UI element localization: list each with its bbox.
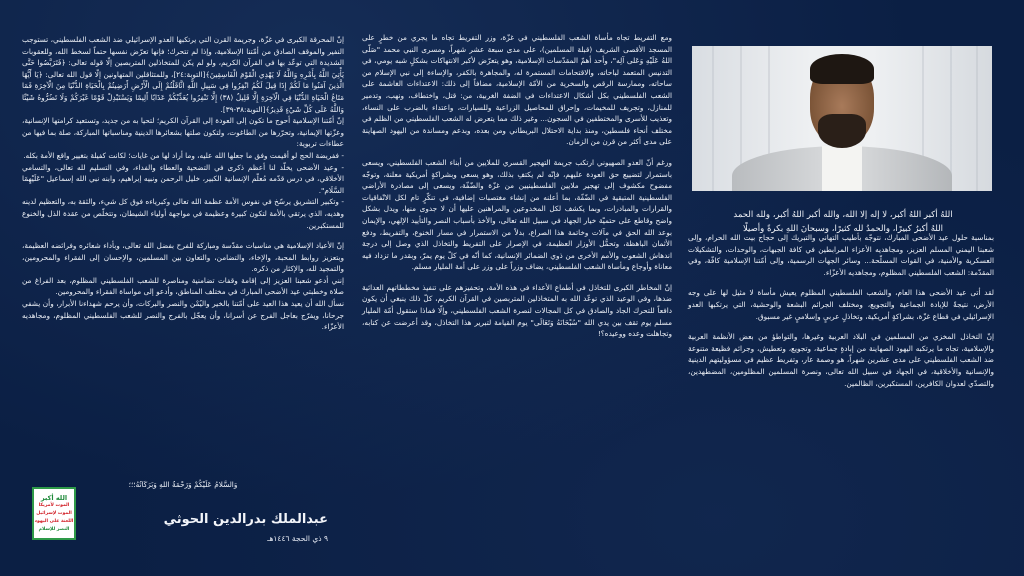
paragraph: ورغم أنّ العدو الصهيوني ارتكب جريمة التهجير القسري للملايين من أبناء الشعب الفلسطيني، ويسعى باستمرار لتضييع حق العودة عليهم، فإنّه لم يكتفِ بذلك، وهو يسعى وبشراكةٍ أمريكية معلنة، وتوجّه مفضوح مكشوف إلى تهجير ملايين الفلسطينيين من غزّة والضّفّة، ويسعى إلى مصادرة الأراضي الفلسطينية المتبقية في الضّفّة، بما أعلنه من إنشاء مغتصبات إضافية، في تنكّرٍ تام لكل الاتّفاقيات والقرارات والمبادرات، وبما يكشف لكل المخدوعين والمراهنين عليها أن لا جدوى منها، ويدل بشكل واضح وقاطع على حتميّة خيار الجهاد في سبيل الله تعالى، والأخذ بأسباب النصر والتأييد الإلهي، والإيمان بوعد الله الحق في مآلات وخاتمة هذا الصراع، بدلاً من الاستمرار في مسار الخنوع، والتفريط، ودفع الأثمان الباهظة، وتحمُّل الأوزار العظيمة، في الإصرار على التفريط والتخاذل الذي وصل إلى درجة اندهاش الشعوب والأمم الأخرى من ذوي الضمائر الإنسانية، كما أنّه في كلّ يوم يمرّ، وبقدر ما تزداد فيه معاناة وأوجاع ومأساة الشعب الفلسطيني، يضاف وزراً على وزر على أمة المليار مسلم. [362, 157, 672, 272]
closing-greeting: وَالسَّلامُ عَلَيْكُمْ وَرَحْمَةُ اللهِ وَبَرَكَاتُهُ؛؛؛ [128, 480, 238, 489]
list-item: - وتكبير التشريق يرسّخ في نفوس الأمة عظمة الله تعالى وكبرياءه فوق كل شيء، والثقة به، والتعظيم لدينه وهديه، الذي يرتقي بالأمة لتكون كبيرة وعظيمة في مواجهة أولياء الشيطان، وتتخلّص من عقدة الذل والخنوع للمستكبرين. [22, 197, 344, 230]
slogan-logo [32, 487, 76, 540]
paragraph: نسأل الله أن يعيد هذا العيد على أمّتنا بالخير واليُمْن والنصر والبركات، وأن يرحم شهداءنا الأبرار، وأن يشفي جرحانا، ويفرّج بعاجل الفرج عن أسرانا، وأن يعجّل بالفرج والنصر للشعب الفلسطيني المظلوم، ومجاهديه الأعزّاء. [22, 299, 344, 332]
takbir-line-2: اللهُ أكبرُ كبيرًا، والحمدُ لله كثيرًا، وسبحانَ اللهِ بكرةً وأصيلًا [742, 224, 944, 234]
paragraph: ومع التفريط تجاه مأساة الشعب الفلسطيني في غزّة، وزر التفريط تجاه ما يجري من خطرٍ على المسجد الأقصى الشريف (قبلة المسلمين)، على مدى سبعة عشر شهراً، ومسرى النبي محمد "صَلّى اللهُ عَلَيْهِ وَعَلى آلِه"، وأحد أهمّ المقدّسات الإسلامية، وهو يتعرّض لأكبر الانتهاكات بشكلٍ شبه يومي، في التدنيس المتعمد لباحاته، والاقتحامات المستمرة له، والمجاهرة بالكفر، والإساءة إلى نبي الإسلام من ساحاته، وممارسة الرقص والسخرية من الأمّة الإسلامية، مضافاً إلى ذلك: الاعتداءات الغاشمة على الشعب الفلسطيني بكل أشكال الاعتداءات في الضفة الغربية، من: قتل، واختطاف، ونهب، وتدمير للمنازل، وتجريف للمخيمات، وإحراق للمحاصيل الزراعية وللسيارات، واعتداء بالضرب على النساء، وتعذيب للأسرى والمختطفين في السجون... وغير ذلك مما يتعرض له الشعب الفلسطيني من الظلم في مختلف أنحاء فلسطين، ومنذ بداية الاحتلال البريطاني ومن بعده، وبدعم ومساندة من اليهود الصهاينة على مدى أكثر من قرن من الزمان. [362, 33, 672, 147]
logo-line-4: اللعنة على اليهود [34, 518, 74, 524]
paragraph: بمناسبة حلول عيد الأضحى المبارك، نتوجّه بأطيب التهاني والتبريك إلى حجاج بيت الله الحرام، وإلى شعبنا اليمني المسلم العزيز، ومجاهديه الأعزاء المرابطين في كافة الجبهات، والوحدات، والتشكيلات العسكرية والأمنية، في القوات المسلّحة... وسائر الجهات الرسمية، وإلى أمّتنا الإسلامية كافّة، وفي المقدّمة: الشعب الفلسطيني المظلوم، ومجاهديه الأعزّاء. [688, 233, 994, 277]
logo-line-2: الموت لأمريكا [38, 502, 70, 508]
paragraph: إنني أدعو شعبنا العزيز إلى إقامة وقفات تضامنية ومناصرة للشعب الفلسطيني المظلوم، بعد الفراغ من صلاة وخطبتي عيد الأضحى المبارك في مختلف المناطق، وأدعو إلى مواساة الفقراء والمحرومين. [22, 275, 344, 297]
left-column [22, 34, 344, 333]
person-shirt [822, 146, 862, 191]
paragraph: إنّ المحرقة الكبرى في غزّة، وجريمة القرن التي يرتكبها العدو الإسرائيلي ضد الشعب الفلسطيني، تستوجب النفير والموقف الصادق من أمّتنا الإسلامية، وإذا لم تتحرك؛ فإنها تعرّض نفسها حتماً لسخط الله، وللعقوبات الشديدة التي توعّد بها في القرآن الكريم، ولو لم يكن للمتخاذلين المتربصين إلّا قوله تعالى: ﴿فَتَرَبَّصُوا حَتَّى يَأْتِيَ اللَّهُ بِأَمْرِهِ وَاللَّهُ لَا يَهْدِي الْقَوْمَ الْفَاسِقِينَ﴾[التوبة:٢٤]، وللمتثاقلين المتهاونين إلّا قول الله تعالى: ﴿يَا أَيُّهَا الَّذِينَ آمَنُوا مَا لَكُمْ إِذَا قِيلَ لَكُمُ انْفِرُوا فِي سَبِيلِ اللَّهِ اثَّاقَلْتُمْ إِلَى الْأَرْضِ أَرَضِيتُمْ بِالْحَيَاةِ الدُّنْيَا مِنَ الْآخِرَةِ فَمَا مَتَاعُ الْحَيَاةِ الدُّنْيَا فِي الْآخِرَةِ إِلَّا قَلِيلٌ (٣٨) إِلَّا تَنْفِرُوا يُعَذِّبْكُمْ عَذَابًا أَلِيمًا وَيَسْتَبْدِلْ قَوْمًا غَيْرَكُمْ وَلَا تَضُرُّوهُ شَيْئًا وَاللَّهُ عَلَى كُلِّ شَيْءٍ قَدِيرٌ﴾[التوبة:٣٨-٣٩]. [22, 35, 344, 114]
list-item: - ففريضة الحج لو أقيمت وفق ما جعلها الله عليه، وما أراد لها من غايات؛ لكانت كفيلة بتغيير واقع الأمة بكله. [23, 150, 344, 160]
paragraph: إنّ الأعياد الإسلامية هي مناسبات مقدّسة ومباركة للفرح بفضل الله تعالى، وبأداء شعائره وفرائضه العظيمة، وبتعزيز روابط المحبة، والإخاء، والتضامن، والتعاون بين المسلمين، والإحسان إلى الفقراء والمحرومين، والتمجيد لله، والإكثار من ذكره. [22, 241, 344, 274]
list-item: - وعيد الأضحى يخلّد لنا أعظم ذكرى في التضحية والعطاء والفداء، وفي التسليم لله تعالى، والتسامي الأخلاقي، في درس قدّمه مُعلّم الإنسانية الكبير، خليل الرحمن ونبيه إبراهيم، وابنه نبي الله إسماعيل "عَلَيْهِمَا السَّلَام". [22, 162, 344, 195]
signature-name: عبدالملك بدرالدين الحوثي [163, 512, 328, 527]
right-column [688, 232, 994, 398]
person-hair [810, 54, 874, 84]
paragraph: إنّ المخاطر الكبرى للتخاذل في أطماع الأعداء في هذه الأمة، وتحفيزهم على تنفيذ مخططاتهم العدائية ضدها، وفي الوعيد الذي توعّد الله به المتخاذلين المتربصين في القرآن الكريم، كلّ ذلك ينبغي أن يكون دافعاً للتحرك الجاد والصادق في كل المجالات لنصرة الشعب الفلسطيني، وإلّا فماذا ستقول أمّة المليار مسلم يوم تقف بين يدي الله "سُبْحَانَهُ وَتَعَالَى" يوم القيامة لتبرير هذا التخاذل، وقد أعرضت عن كتابه، وتجاهلت وعده ووعيده؟! [362, 282, 672, 339]
logo-line-1: الله أكبر [40, 493, 68, 502]
paragraph: لقد أتى عيد الأضحى هذا العام، والشعب الفلسطيني المظلوم يعيش مأساة لا مثيل لها على وجه الأرض، نتيجةً للإبادة الجماعية والتجويع، ومختلف الجرائم البشعة والوحشية، التي يرتكبها العدو الإسرائيلي في قطاع غزّة، بشراكةٍ أمريكية، وتخاذلٍ عربيٍ وإسلاميٍ غير مسبوق. [688, 288, 994, 321]
paragraph: إنّ التخاذل المخزي من المسلمين في البلاد العربية وغيرها، والتواطؤ من بعض الأنظمة العربية والإسلامية، تجاه ما يرتكبه اليهود الصهاينة من إبادةٍ جماعية، وتجويع، وتعطيش، وجرائم فظيعة متنوعة ضد الشعب الفلسطيني على مدى عشرين شهراً، هو وصمة عار، وتفريط عظيم في مسؤوليتهم الدينية والإنسانية والأخلاقية، في الجهاد في سبيل الله تعالى، ونصرة المسلمين المظلومين، المضطهدين، والتصدّي لعدوان الكافرين، المستكبرين، الظالمين. [688, 332, 994, 388]
takbir-line-1: اللهُ أكبر اللهُ أكبر، لا إله إلا الله، والله أكبر اللهُ أكبر، ولله الحمد [733, 210, 953, 220]
person-beard [818, 114, 866, 148]
logo-line-5: النصر للإسلام [38, 526, 70, 532]
signature-date: ٩ ذي الحجة ١٤٤٦هـ [267, 534, 328, 543]
paragraph: إنّ أمّتنا الإسلامية أحوج ما تكون إلى العودة إلى القرآن الكريم؛ لتحيا به من جديد، وتستعيد كرامتها الإنسانية، وعزّتها الإيمانية، وتحرّرها من الطاغوت، ولتكون صلتها بشعائرها الدينية ومناسباتها المباركة، صلة بما فيها من عطاءات تربوية: [22, 116, 344, 149]
portrait-photo [692, 46, 992, 191]
logo-line-3: الموت لإسرائيل [36, 510, 72, 516]
middle-column [362, 32, 672, 349]
